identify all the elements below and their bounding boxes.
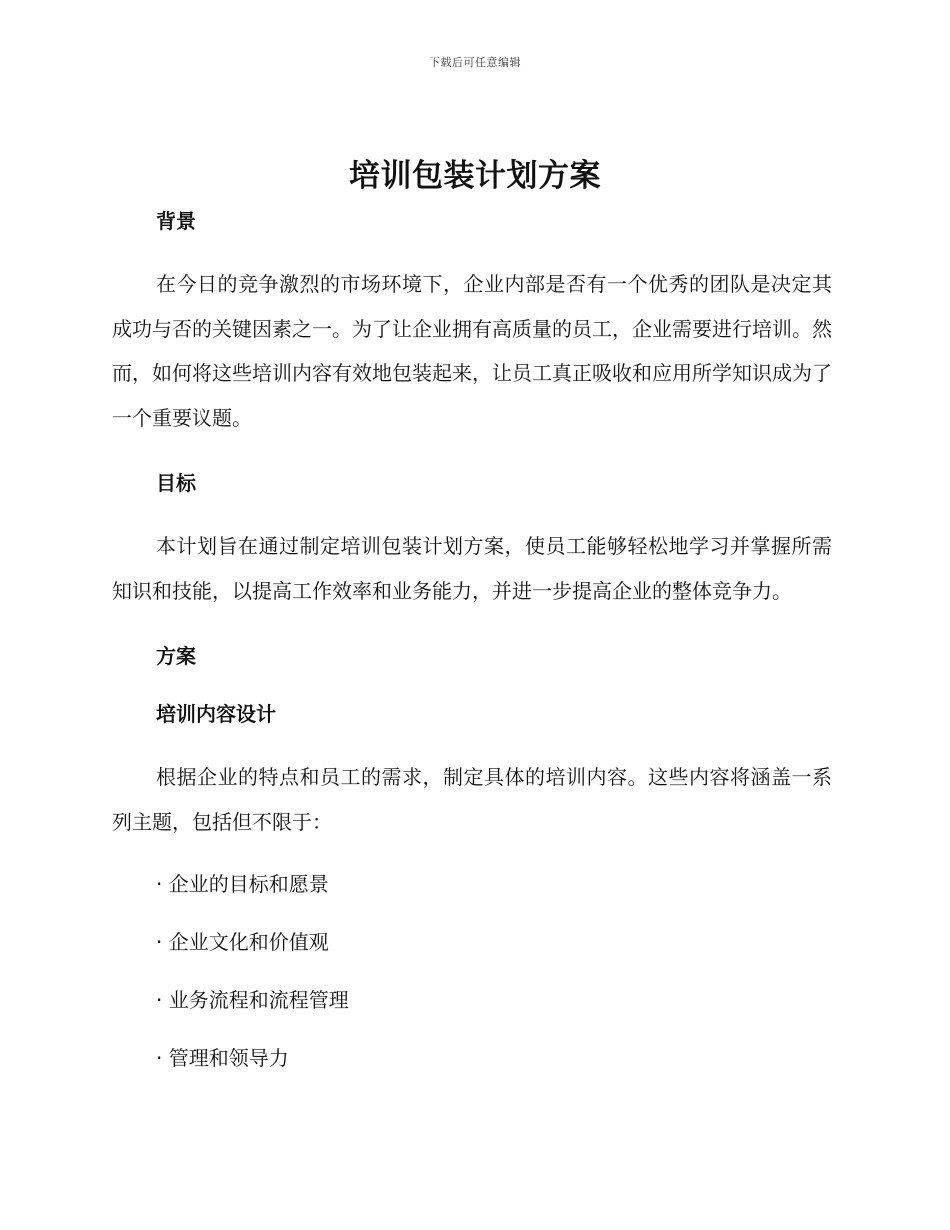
document-body [112, 204, 832, 1075]
paragraph-content-design: 根据企业的特点和员工的需求，制定具体的培训内容。这些内容将涵盖一系列主题，包括但不限于： [112, 765, 832, 834]
paragraph-background: 在今日的竞争激烈的市场环境下，企业内部是否有一个优秀的团队是决定其成功与否的关键因素之一。为了让企业拥有高质量的员工，企业需要进行培训。然而，如何将这些培训内容有效地包装起来，让员工真正吸收和应用所学知识成为了一个重要议题。 [112, 272, 832, 430]
section-heading-background: 背景 [156, 209, 196, 233]
subsection-heading-content-design: 培训内容设计 [156, 702, 276, 726]
paragraph-goal: 本计划旨在通过制定培训包装计划方案，使员工能够轻松地学习并掌握所需知识和技能，以提高工作效率和业务能力，并进一步提高企业的整体竞争力。 [112, 534, 832, 603]
list-item: · 业务流程和流程管理 [156, 988, 349, 1012]
section-heading-plan: 方案 [156, 644, 196, 668]
list-item: · 管理和领导力 [156, 1046, 289, 1070]
list-item: · 企业文化和价值观 [156, 930, 329, 954]
document-title: 培训包装计划方案 [349, 158, 601, 194]
header-note: 下载后可任意编辑 [429, 56, 521, 69]
list-item: · 企业的目标和愿景 [156, 872, 329, 896]
section-heading-goal: 目标 [156, 471, 196, 495]
